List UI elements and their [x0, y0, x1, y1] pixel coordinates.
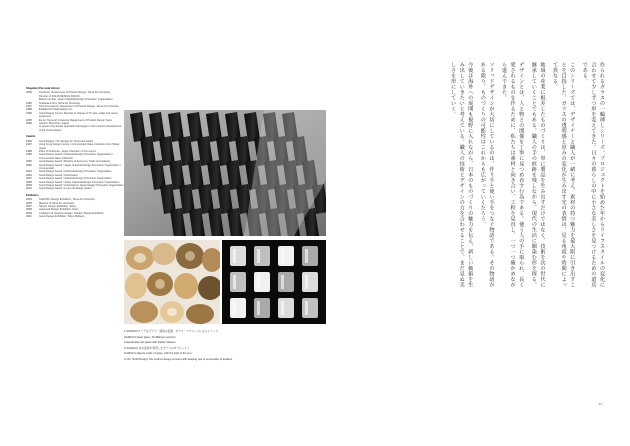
glass-cup-highlight	[281, 301, 284, 315]
bio-text: Established Solid Design Inc.	[39, 108, 73, 112]
bio-year	[26, 125, 37, 132]
bio-year: 1997	[26, 105, 32, 109]
glass-cup-highlight	[305, 301, 308, 315]
caption-line: 2 Handmade ash glass with Kaizen Wassei	[124, 341, 176, 345]
body-paragraph: 地域の産業に根差したものづくりは、単に製品を生み出すだけではなく、技術を次の世代に継承していくことでもある。職人の手の痕跡を残しながら、現代の生活に馴染む形を探る。	[530, 62, 546, 288]
body-paragraph: デザインとは、人と物との関係を丁寧に見つめ直す行為である。使う人の手に取られ、長く愛されるものを作るために、私たちは素材と向き合い、工程を見直し、一つ一つ確かめながら進んできた。	[501, 62, 525, 288]
bio-text: Good Design Award / Gold Award / Japan Design Promotion Organization	[39, 183, 124, 187]
bio-text: to present the design approach that began in the business development of the local industry.	[39, 125, 122, 132]
bio-year: 2003	[26, 198, 32, 202]
glass-cup-highlight	[233, 301, 236, 315]
bio-text: Board member, Japan Industrial Design Promotion Organization	[39, 98, 113, 102]
bio-year: 2007	[26, 177, 32, 181]
bio-year: 2000	[26, 160, 32, 164]
caption-line: 3 SHIZUKU 光の屈折を利用したガラスのオブジェクト	[124, 346, 190, 350]
bio-text: Good Design Award / Industrial Design Promotion Organization	[39, 170, 112, 174]
photo-captions	[124, 330, 334, 364]
body-paragraph: 今後は海外への展開も視野に入れながら、日本のものづくりの魅力を伝え、新しい価値を生み出していきたいと考えている。職人の技術とデザインの力を合わせることで、まだ見ぬ美しさを形にしていく。	[450, 62, 474, 288]
bio-year: 1995	[26, 101, 32, 105]
bio-text: Professor, Department of Product Design, Tama Art University	[39, 91, 111, 95]
bio-text: Good Design / Ten Design for Tomorrow Award	[39, 139, 93, 143]
caption-line: 1 SHIZUKUクリアなグラス・鋳造の花瓶、ガラス・ステンレスによるシリーズ	[124, 330, 219, 333]
bio-year: 2005	[26, 201, 32, 205]
bio-year: 2006	[26, 173, 32, 177]
glass-cup	[278, 246, 294, 266]
bio-year: 2008	[26, 180, 32, 184]
bio-year: 2002	[26, 163, 32, 167]
bio-text: Good Design Award / Industrial Design Promotion Organization / Commended Value Collection	[39, 153, 113, 160]
bio-year: 2007	[26, 205, 32, 208]
glass-cup	[302, 298, 318, 318]
bio-section-heading: Exhibition	[26, 193, 39, 197]
bio-year: 1998	[26, 149, 32, 153]
bio-text: Good Design Award / Gold Award	[39, 173, 78, 177]
bio-row	[26, 215, 124, 218]
glass-cup-highlight	[305, 275, 308, 289]
bio-year: 1999	[26, 153, 32, 157]
bio-text: Good Design Award / Industrial Design Promotion Organization	[39, 177, 112, 181]
bio-text: Good Design Award / Long Life Design Award	[39, 187, 92, 191]
bio-year: 2008	[26, 208, 32, 212]
bio-year: 1998	[26, 108, 32, 112]
glass-cup	[278, 298, 294, 318]
bio-year: 1997	[26, 143, 32, 147]
glass-cup	[254, 246, 270, 266]
bio-text: Good Design Center, Member in charge of TV sets, audio and visual equipment	[39, 111, 118, 119]
bio-text: Good Design Exhibition, Tokyo Midtown	[39, 215, 85, 219]
glass-cup-highlight	[257, 249, 260, 263]
bio-year: 2009	[26, 183, 32, 187]
vertical-body-text	[334, 62, 606, 292]
bio-text: Ex-Gr. Tama Art University Department of Product Design Team	[39, 118, 112, 122]
bio-row	[26, 112, 124, 119]
bio-year: 2010	[26, 187, 32, 191]
glass-cup	[254, 272, 270, 292]
glass-forms-illustration	[124, 240, 220, 324]
glass-cup-highlight	[281, 275, 284, 289]
bio-text: Masters of Tama Art University	[39, 201, 75, 205]
bio-text: Good in Shenzhen, Japan	[39, 122, 69, 126]
glass-cup	[254, 298, 270, 318]
bio-year: 2009	[26, 211, 32, 215]
bio-section-heading: Shigefumi Personal History	[26, 87, 60, 90]
main-photo-glass-plates	[124, 110, 326, 236]
bio-row	[26, 125, 124, 132]
glass-cup-highlight	[233, 275, 236, 289]
bio-text: Graduated from Tama Art University	[39, 101, 81, 105]
bio-text: SHIZUKU Design Exhibition, Tama Art University	[39, 198, 95, 202]
bio-text: Nippon Design Exhibition, Tokyo	[39, 205, 77, 208]
body-paragraph: ソリッドデザインが大切にしているのは、作り手と使い手をつなぐ物語である。その物語がある限り、ものづくりの可能性はこれからも広がっていくだろう。	[479, 62, 495, 288]
glass-cup-highlight	[257, 301, 260, 315]
bio-text: Hong Kong Design Centre / Commended Value Collection from Nikkei Japan	[39, 143, 120, 150]
glass-plates-illustration	[124, 110, 326, 236]
bio-text: Collection of Superior Design, Product Design Exhibition	[39, 211, 104, 215]
glass-cup	[230, 272, 246, 292]
glass-cup	[302, 272, 318, 292]
caption-line: SHIZUKU Clear glass, 40 different versions	[124, 335, 176, 339]
bio-year: 1996	[26, 139, 32, 143]
biography-column	[26, 84, 124, 219]
bio-section-heading: Awards	[26, 135, 36, 139]
bio-year: 2005	[26, 118, 32, 122]
bio-row	[26, 143, 124, 150]
bio-year: 2004	[26, 170, 32, 174]
photo-glass-forms	[124, 240, 220, 324]
bio-year: 2010	[26, 215, 32, 219]
bio-text: Good Design Award / Ministry of Economy, Trade and Industry	[39, 160, 111, 164]
glass-cup	[230, 246, 246, 266]
glass-cup-highlight	[305, 249, 308, 263]
bio-year: 2008	[26, 122, 32, 126]
page-number: 63	[598, 402, 602, 406]
bio-year: 1999	[26, 111, 32, 115]
bio-row	[26, 187, 124, 190]
glass-cup-highlight	[233, 249, 236, 263]
glass-cup	[230, 298, 246, 318]
glass-cups-illustration	[222, 240, 326, 324]
bio-year: 2009	[26, 91, 32, 95]
bio-text: Good Design Award / Japan Industrial Design Promotion Organization / Commended	[39, 163, 121, 170]
body-paragraph: このシリーズでは、デザイナーと職人が一緒に考え、素材の持つ魅力を最大限に引き出すことを目指した。ガラスの透明感と厚みの変化が生み出す光の表情は、見る角度や時間によって異なる。	[552, 62, 576, 288]
body-paragraph: 作られるガラスの一輪挿しシリーズ。プロジェクトを始めた年からライフスタイルの変化に合わせて少しずつ形を変えてきた。日々の暮らしの中に小さな美しさを見つけるための道具である。	[581, 62, 605, 288]
bio-text: Good Design Award / Japan Industrial Design Promotion Organization	[39, 180, 120, 184]
bio-text: Director of SOLID DESIGN ASSOC.	[39, 94, 81, 98]
photo-glass-cups-grid	[222, 240, 326, 324]
glass-cup	[302, 246, 318, 266]
caption-line: In the "Solid Design" the product design concept with keeping use of personality of artisans.	[124, 357, 233, 361]
caption-line: SHIZUKU objects made of glass, with the light of the sun	[124, 352, 192, 356]
glass-cup-highlight	[281, 249, 284, 263]
bio-text: Part-time lecturer, Department of Product Design, Tama Art University	[39, 105, 119, 109]
glass-cup	[278, 272, 294, 292]
glass-cup-highlight	[257, 275, 260, 289]
bio-text: Prize of Chairman, Japan Chamber of Commerce	[39, 149, 96, 153]
bio-text: Japanese Design Exhibition, Paris	[39, 208, 79, 212]
